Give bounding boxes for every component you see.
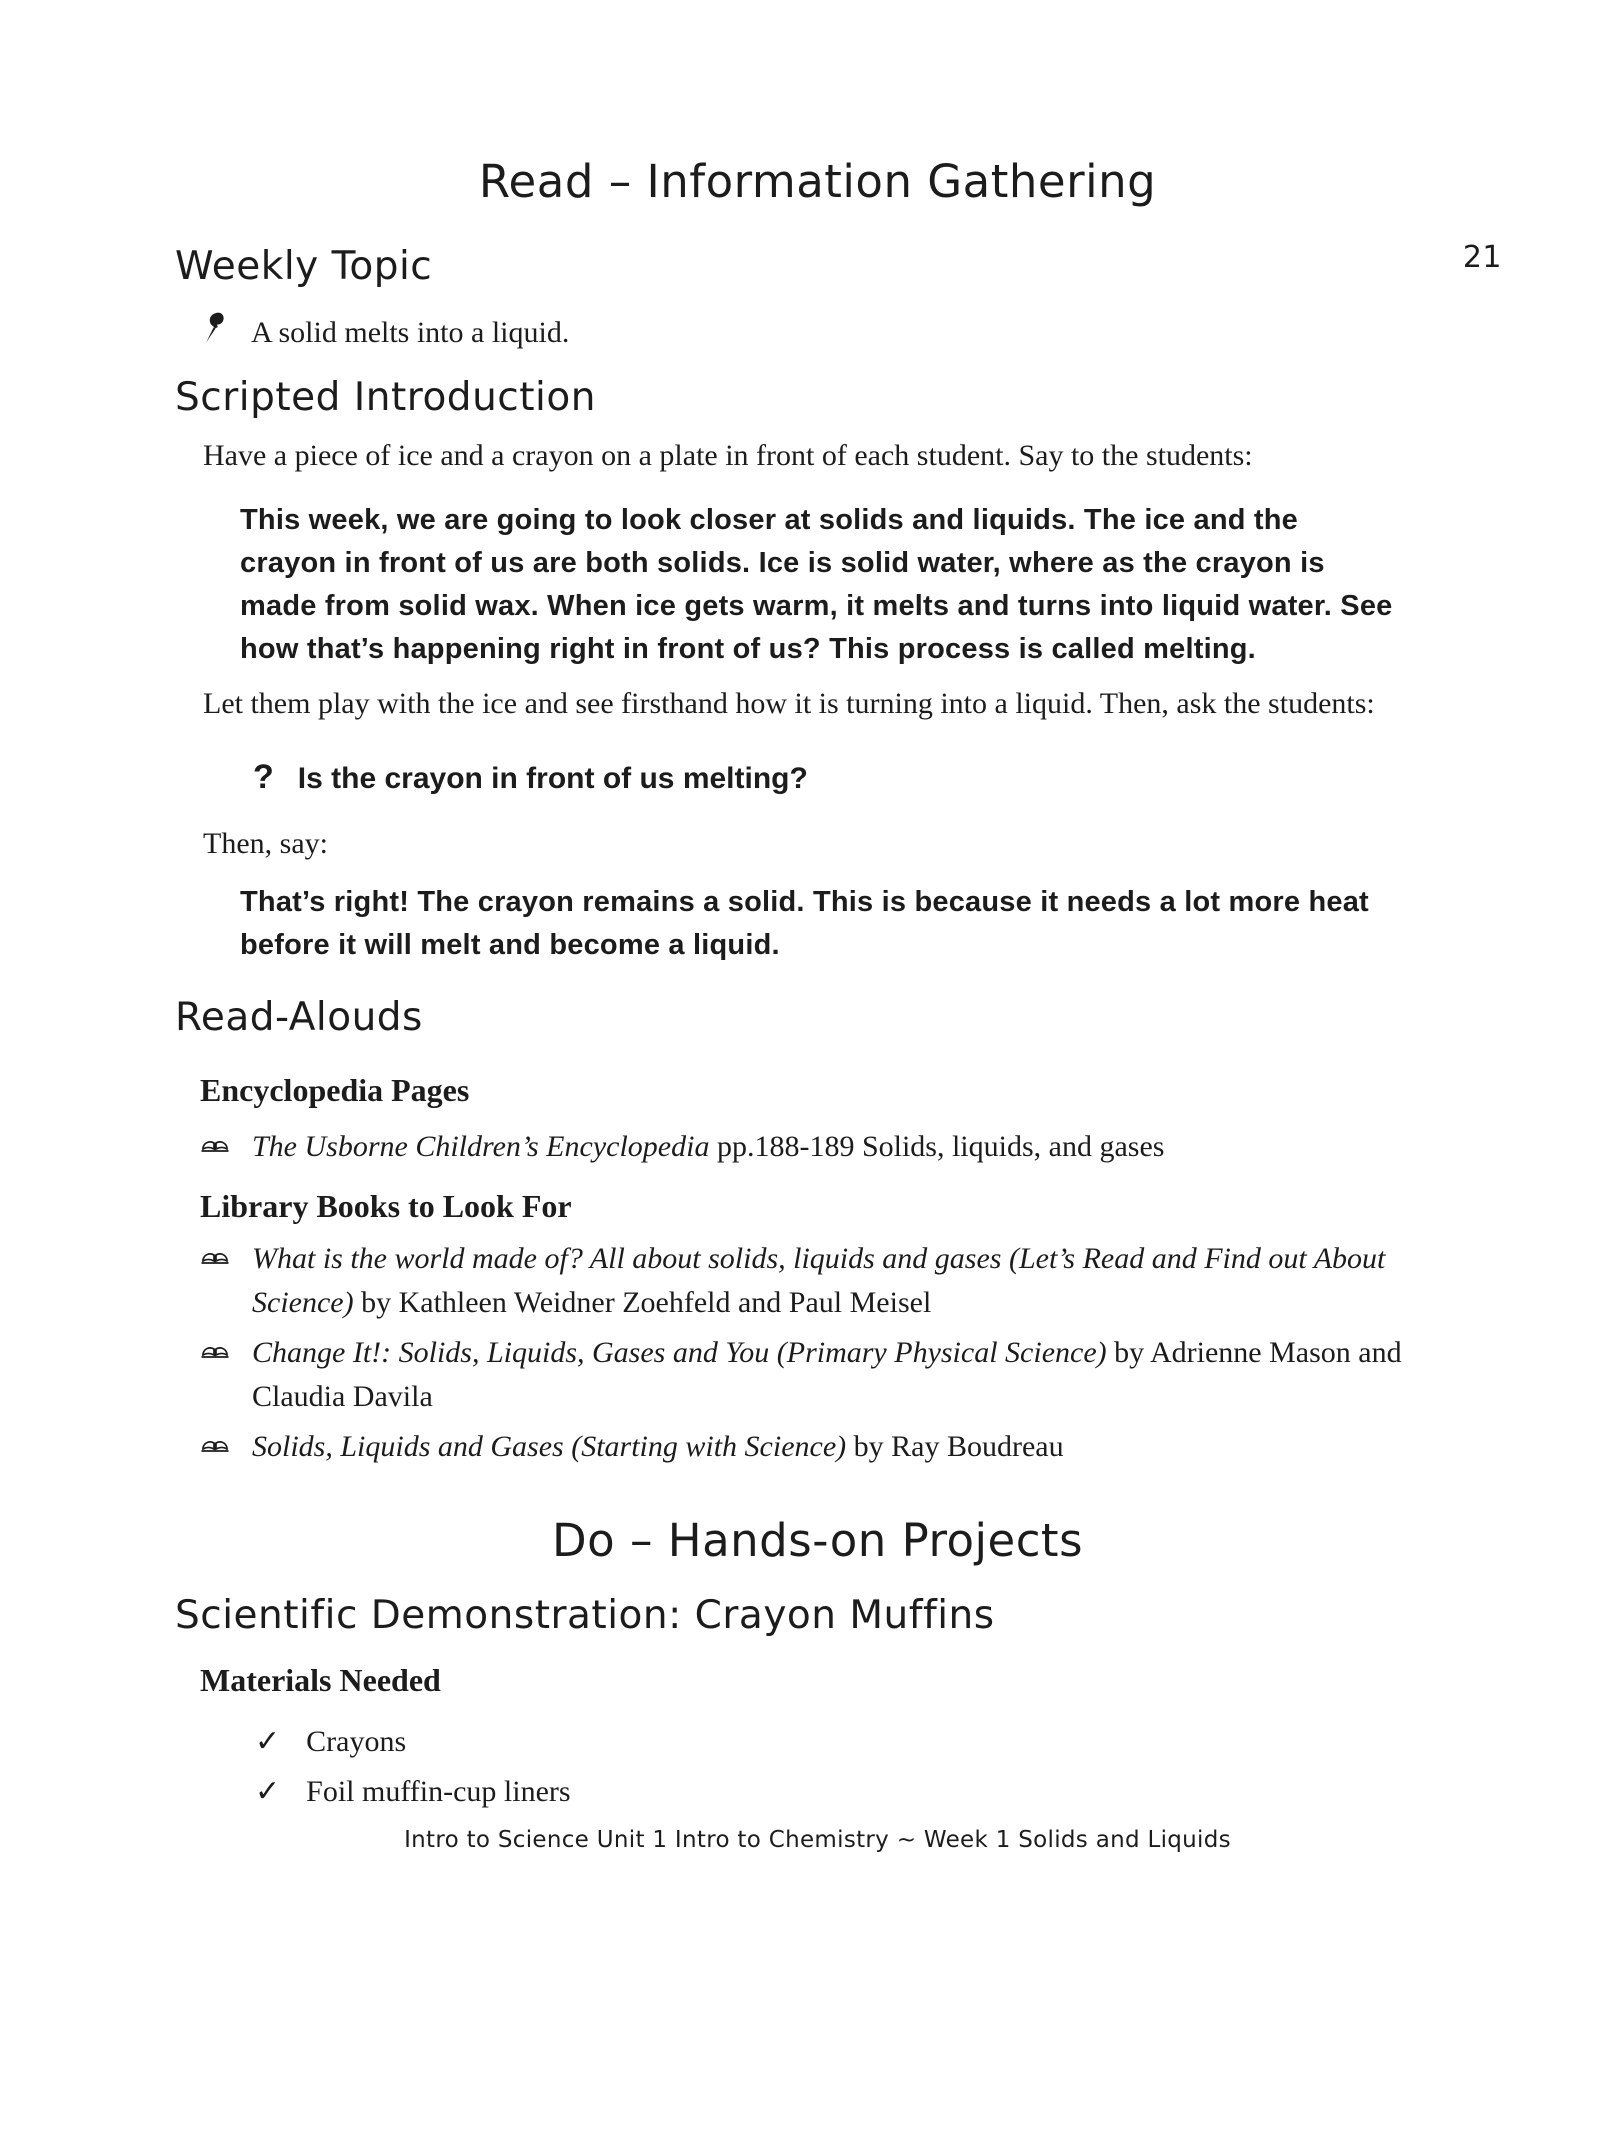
materials-list-item (255, 1771, 1460, 1813)
book-entry-text (252, 1331, 1410, 1419)
script-block-2: That’s right! The crayon remains a solid. This is because it needs a lot more heat before it will melt and become a liquid. (240, 886, 1369, 961)
script-block-1: This week, we are going to look closer at solids and liquids. The ice and the crayon in front of us are both solids. Ice is solid water, where as the crayon is made from solid wax. When ice gets warm, it melts and turns into liquid water. See how that’s happening right in front of us? This process is called melting. (240, 504, 1393, 665)
encyclopedia-pages-heading: Encyclopedia Pages (200, 1072, 470, 1108)
material-text: Foil muffin-cup liners (306, 1775, 571, 1808)
open-book-icon (200, 1125, 234, 1157)
materials-list-item (255, 1721, 1460, 1763)
checkmark-icon: ✓ (255, 1725, 281, 1758)
read-section-title: Read – Information Gathering (478, 155, 1157, 208)
open-book-icon (200, 1331, 234, 1363)
book-list-item (200, 1331, 1410, 1419)
weekly-topic-item (203, 308, 1460, 355)
pushpin-icon (203, 311, 229, 345)
book-details: by Adrienne Mason and Claudia Davila (252, 1336, 1402, 1413)
book-title: The Usborne Children’s Encyclopedia (252, 1130, 710, 1163)
do-section-title: Do – Hands-on Projects (551, 1514, 1084, 1567)
weekly-topic-text: A solid melts into a liquid. (251, 316, 570, 349)
then-say-text: Then, say: (203, 827, 328, 860)
weekly-topic-heading: Weekly Topic (175, 244, 433, 289)
footer-text: Intro to Science Unit 1 Intro to Chemistry ~ Week 1 Solids and Liquids (404, 1827, 1231, 1853)
book-list-item (200, 1125, 1410, 1169)
page-number: 21 (1462, 240, 1502, 275)
library-books-heading: Library Books to Look For (200, 1188, 572, 1224)
open-book-icon (200, 1237, 234, 1269)
book-list-item (200, 1425, 1410, 1469)
book-entry-text (252, 1425, 1064, 1469)
book-details: by Ray Boudreau (846, 1430, 1064, 1463)
book-title: What is the world made of? All about solids, liquids and gases (Let’s Read and Find out About Science) (252, 1242, 1386, 1319)
question-line (253, 755, 1460, 801)
document-page (0, 152, 1600, 2152)
book-entry-text (252, 1237, 1410, 1325)
scripted-introduction-heading: Scripted Introduction (175, 375, 596, 420)
open-book-icon (200, 1425, 234, 1457)
read-alouds-heading: Read-Alouds (175, 995, 423, 1040)
book-entry-text (252, 1125, 1164, 1169)
demonstration-heading: Scientific Demonstration: Crayon Muffins (175, 1593, 995, 1638)
question-text: Is the crayon in front of us melting? (297, 762, 808, 795)
book-title: Solids, Liquids and Gases (Starting with Science) (252, 1430, 847, 1463)
checkmark-icon: ✓ (255, 1775, 281, 1808)
transition-paragraph: Let them play with the ice and see firsthand how it is turning into a liquid. Then, ask the students: (203, 687, 1375, 720)
book-details: pp.188-189 Solids, liquids, and gases (709, 1130, 1165, 1163)
book-list-item (200, 1237, 1410, 1325)
materials-needed-heading: Materials Needed (200, 1662, 441, 1698)
book-title: Change It!: Solids, Liquids, Gases and You (Primary Physical Science) (252, 1336, 1107, 1369)
material-text: Crayons (306, 1725, 407, 1758)
book-details: by Kathleen Weidner Zoehfeld and Paul Meisel (353, 1286, 932, 1319)
question-mark-icon: ? (253, 758, 274, 796)
lead-in-paragraph: Have a piece of ice and a crayon on a plate in front of each student. Say to the students: (203, 439, 1253, 472)
